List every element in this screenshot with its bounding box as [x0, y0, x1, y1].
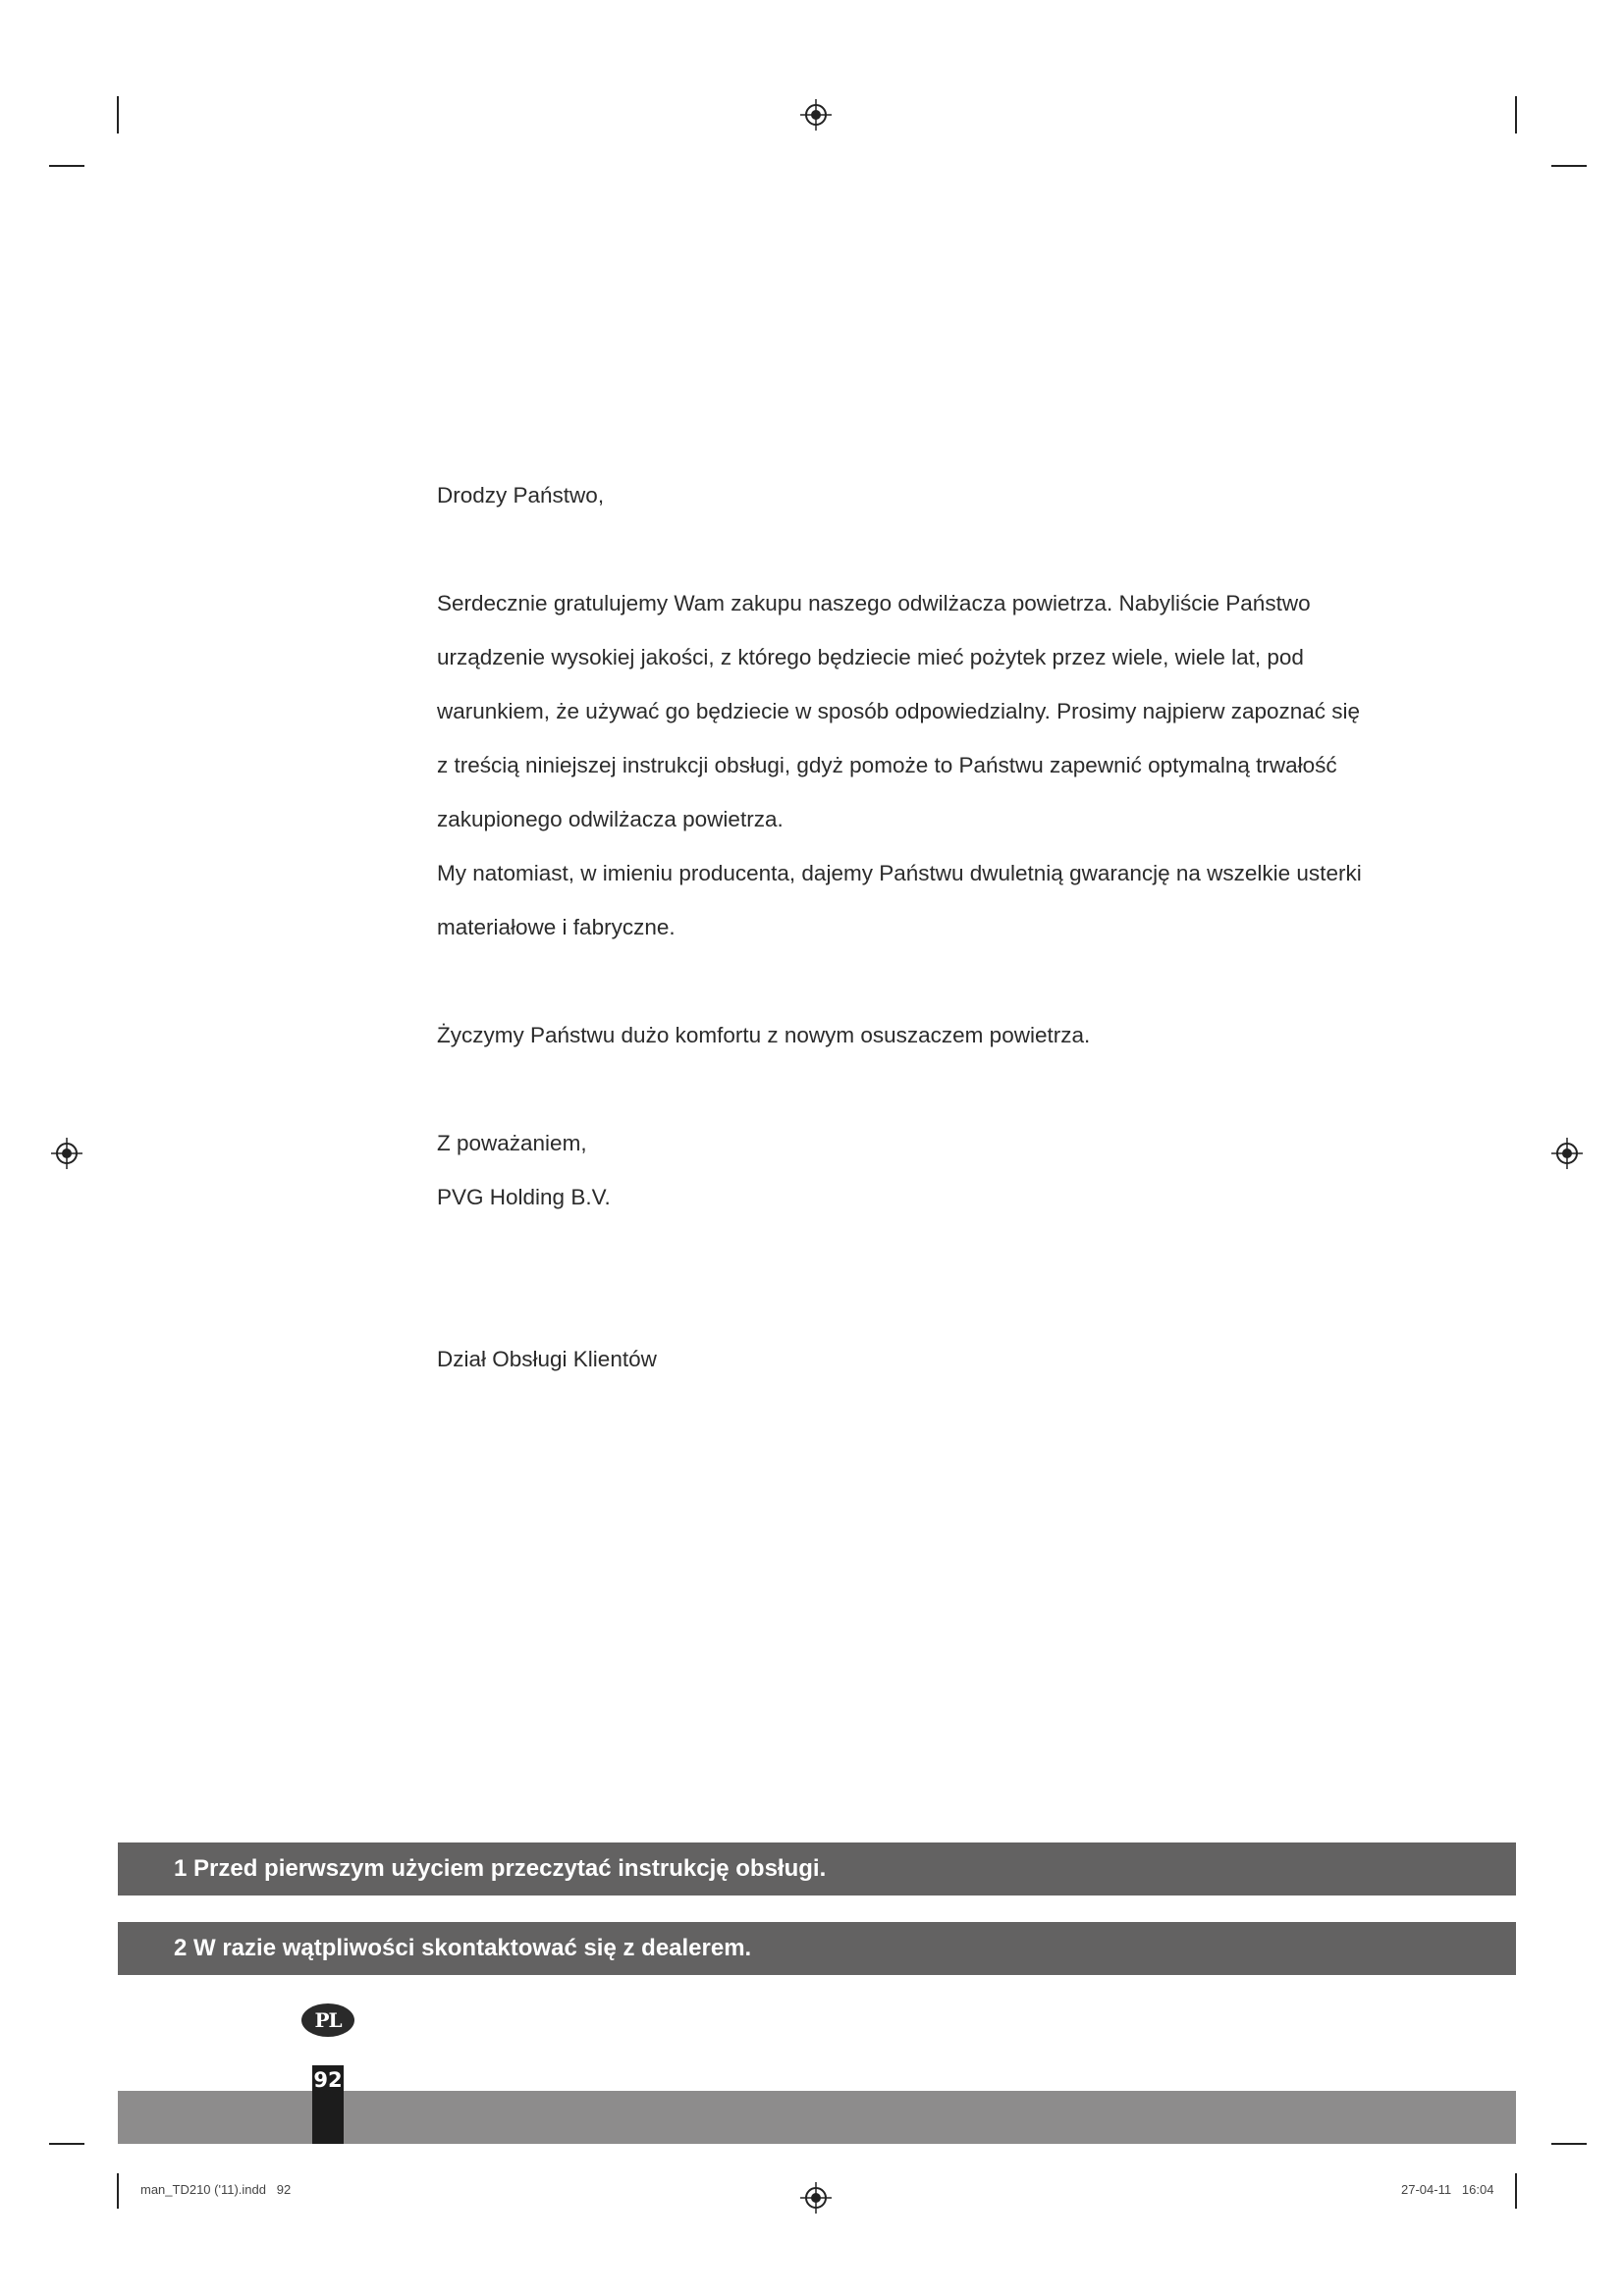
- greeting-text: Drodzy Państwo,: [437, 483, 605, 507]
- paragraph-line: Serdecznie gratulujemy Wam zakupu naszego odwilżacza powietrza. Nabyliście Państwo: [437, 591, 1311, 615]
- page-number: 92: [313, 2068, 343, 2092]
- company-name: PVG Holding B.V.: [437, 1185, 611, 1209]
- letter-signature: [437, 1116, 1399, 1224]
- letter-wishes: [437, 1008, 1399, 1062]
- crop-mark-bottom-left-horizontal: [49, 2143, 84, 2145]
- closing-text: Z poważaniem,: [437, 1131, 587, 1155]
- crop-mark-top-right-horizontal: [1551, 165, 1587, 167]
- registration-mark-top-icon: [799, 98, 833, 132]
- notice-bar-2: 2 W razie wątpliwości skontaktować się z dealerem.: [118, 1922, 1516, 1975]
- paragraph-line: urządzenie wysokiej jakości, z którego będziecie mieć pożytek przez wiele, wiele lat, pod: [437, 645, 1304, 669]
- letter-greeting: [437, 468, 1399, 522]
- registration-mark-bottom-icon: [799, 2181, 833, 2215]
- date-slug: 27-04-11 16:04: [1401, 2182, 1494, 2197]
- language-badge: PL: [301, 2003, 354, 2037]
- crop-mark-bottom-right-vertical: [1515, 2173, 1517, 2209]
- crop-mark-top-right-vertical: [1515, 96, 1517, 133]
- letter-department: [437, 1332, 1399, 1386]
- notice-bar-1: 1 Przed pierwszym użyciem przeczytać instrukcję obsługi.: [118, 1842, 1516, 1896]
- paragraph-line: My natomiast, w imieniu producenta, dajemy Państwu dwuletnią gwarancję na wszelkie usterki: [437, 861, 1362, 885]
- letter-paragraph: [437, 576, 1399, 954]
- crop-mark-bottom-right-horizontal: [1551, 2143, 1587, 2145]
- paragraph-line: materiałowe i fabryczne.: [437, 915, 676, 939]
- page-number-tab: [312, 2065, 344, 2144]
- registration-mark-right-icon: [1550, 1137, 1584, 1170]
- paragraph-line: warunkiem, że używać go będziecie w sposób odpowiedzialny. Prosimy najpierw zapoznać się: [437, 699, 1361, 723]
- crop-mark-top-left-horizontal: [49, 165, 84, 167]
- registration-mark-left-icon: [50, 1137, 83, 1170]
- wishes-text: Życzymy Państwu dużo komfortu z nowym osuszaczem powietrza.: [437, 1023, 1091, 1047]
- crop-mark-top-left-vertical: [117, 96, 119, 133]
- paragraph-line: z treścią niniejszej instrukcji obsługi, gdyż pomoże to Państwu zapewnić optymalną trwałość: [437, 753, 1337, 777]
- crop-mark-bottom-left-vertical: [117, 2173, 119, 2209]
- paragraph-line: zakupionego odwilżacza powietrza.: [437, 807, 784, 831]
- file-slug: man_TD210 ('11).indd 92: [140, 2182, 292, 2197]
- department-text: Dział Obsługi Klientów: [437, 1347, 657, 1371]
